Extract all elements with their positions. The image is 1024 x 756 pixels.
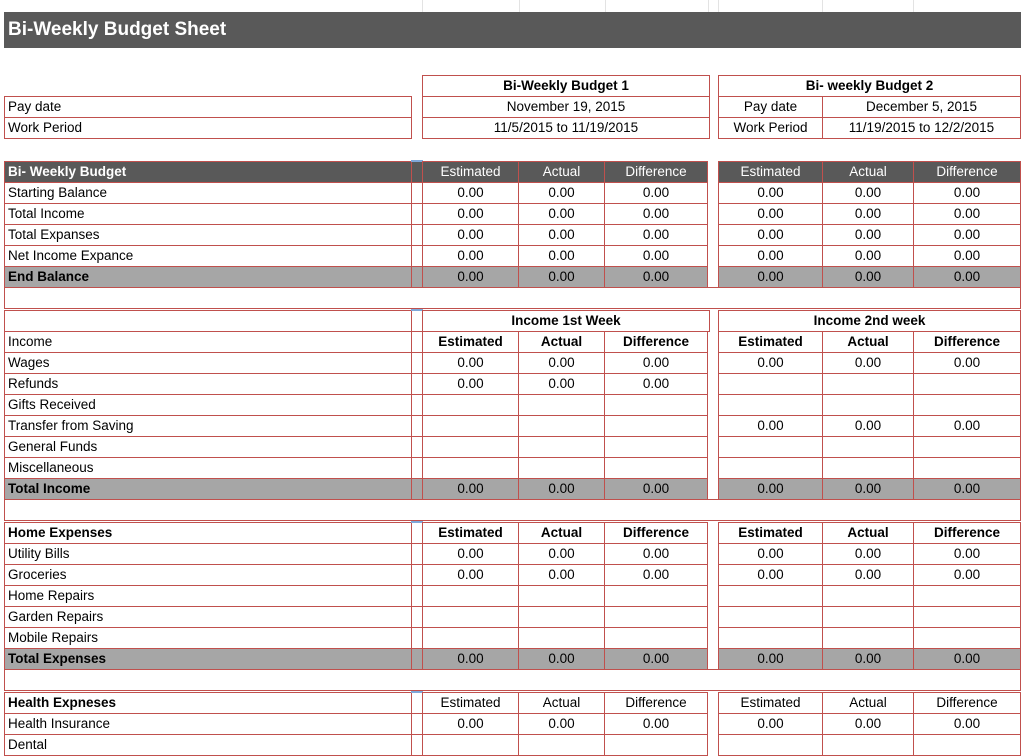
value-cell[interactable]: 0.00 bbox=[422, 713, 519, 735]
total-expenses-label: Total Expenses bbox=[4, 648, 412, 670]
empty-cell[interactable] bbox=[822, 457, 914, 479]
column-header: Estimated bbox=[422, 331, 519, 353]
column-header: Estimated bbox=[422, 161, 519, 183]
budget2-pay-date-label: Pay date bbox=[718, 96, 823, 118]
value-cell[interactable]: 0.00 bbox=[518, 245, 605, 267]
value-cell[interactable]: 0.00 bbox=[822, 245, 914, 267]
value-cell[interactable]: 0.00 bbox=[718, 415, 823, 437]
value-cell[interactable]: 0.00 bbox=[604, 203, 708, 225]
value-cell[interactable]: 0.00 bbox=[822, 224, 914, 246]
column-header: Estimated bbox=[422, 522, 519, 544]
income-row-label: Miscellaneous bbox=[4, 457, 412, 479]
value-cell[interactable]: 0.00 bbox=[518, 224, 605, 246]
value-cell[interactable]: 0.00 bbox=[604, 564, 708, 586]
empty-cell[interactable] bbox=[913, 436, 1021, 458]
empty-cell[interactable] bbox=[518, 436, 605, 458]
empty-cell[interactable] bbox=[518, 585, 605, 607]
value-cell[interactable]: 0.00 bbox=[718, 266, 823, 288]
budget1-pay-date[interactable]: November 19, 2015 bbox=[422, 96, 710, 118]
blank-row bbox=[4, 669, 1021, 691]
value-cell[interactable]: 0.00 bbox=[822, 543, 914, 565]
income-week2-title: Income 2nd week bbox=[718, 310, 1021, 332]
value-cell[interactable]: 0.00 bbox=[913, 478, 1021, 500]
value-cell[interactable]: 0.00 bbox=[604, 352, 708, 374]
empty-cell[interactable] bbox=[518, 734, 605, 756]
home-expense-row-label: Mobile Repairs bbox=[4, 627, 412, 649]
value-cell[interactable]: 0.00 bbox=[518, 352, 605, 374]
value-cell[interactable]: 0.00 bbox=[718, 182, 823, 204]
column-header: Actual bbox=[822, 522, 914, 544]
value-cell[interactable]: 0.00 bbox=[913, 182, 1021, 204]
value-cell[interactable]: 0.00 bbox=[822, 352, 914, 374]
value-cell[interactable]: 0.00 bbox=[518, 373, 605, 395]
home-expense-row-label: Home Repairs bbox=[4, 585, 412, 607]
empty-cell[interactable] bbox=[604, 606, 708, 628]
summary-row-label: Starting Balance bbox=[4, 182, 412, 204]
empty-cell[interactable] bbox=[518, 457, 605, 479]
value-cell[interactable]: 0.00 bbox=[822, 182, 914, 204]
column-header: Difference bbox=[604, 522, 708, 544]
value-cell[interactable]: 0.00 bbox=[718, 478, 823, 500]
total-income-label: Total Income bbox=[4, 478, 412, 500]
column-header: Actual bbox=[518, 331, 605, 353]
column-header: Estimated bbox=[718, 161, 823, 183]
income-row-label: Gifts Received bbox=[4, 394, 412, 416]
value-cell[interactable]: 0.00 bbox=[422, 373, 519, 395]
home-expenses-header: Home Expenses bbox=[4, 522, 412, 544]
column-header: Difference bbox=[913, 692, 1021, 714]
value-cell[interactable]: 0.00 bbox=[604, 648, 708, 670]
empty-cell[interactable] bbox=[422, 415, 519, 437]
pay-date-label: Pay date bbox=[4, 96, 412, 118]
value-cell[interactable]: 0.00 bbox=[822, 648, 914, 670]
value-cell[interactable]: 0.00 bbox=[518, 266, 605, 288]
sheet-title: Bi-Weekly Budget Sheet bbox=[4, 12, 1021, 48]
value-cell[interactable]: 0.00 bbox=[422, 478, 519, 500]
value-cell[interactable]: 0.00 bbox=[718, 224, 823, 246]
blank-row bbox=[4, 499, 1021, 521]
value-cell[interactable]: 0.00 bbox=[913, 245, 1021, 267]
column-header: Actual bbox=[822, 692, 914, 714]
empty-cell[interactable] bbox=[913, 606, 1021, 628]
home-expense-row-label: Garden Repairs bbox=[4, 606, 412, 628]
empty-cell[interactable] bbox=[913, 373, 1021, 395]
empty-cell[interactable] bbox=[718, 606, 823, 628]
value-cell[interactable]: 0.00 bbox=[822, 713, 914, 735]
value-cell[interactable]: 0.00 bbox=[422, 648, 519, 670]
empty-cell[interactable] bbox=[913, 627, 1021, 649]
empty-cell[interactable] bbox=[422, 606, 519, 628]
empty-cell[interactable] bbox=[913, 457, 1021, 479]
value-cell[interactable]: 0.00 bbox=[604, 182, 708, 204]
column-header: Difference bbox=[913, 331, 1021, 353]
empty-cell[interactable] bbox=[422, 627, 519, 649]
column-header: Difference bbox=[913, 161, 1021, 183]
end-balance-label: End Balance bbox=[4, 266, 412, 288]
empty-cell[interactable] bbox=[822, 627, 914, 649]
value-cell[interactable]: 0.00 bbox=[718, 648, 823, 670]
value-cell[interactable]: 0.00 bbox=[718, 564, 823, 586]
empty-cell[interactable] bbox=[604, 457, 708, 479]
value-cell[interactable]: 0.00 bbox=[822, 564, 914, 586]
empty-cell[interactable] bbox=[718, 627, 823, 649]
empty-cell[interactable] bbox=[422, 585, 519, 607]
empty-cell[interactable] bbox=[604, 585, 708, 607]
value-cell[interactable]: 0.00 bbox=[422, 352, 519, 374]
value-cell[interactable]: 0.00 bbox=[718, 203, 823, 225]
column-header: Actual bbox=[518, 692, 605, 714]
summary-header: Bi- Weekly Budget bbox=[4, 161, 412, 183]
empty-cell[interactable] bbox=[718, 394, 823, 416]
empty-cell[interactable] bbox=[422, 394, 519, 416]
summary-row-label: Total Expanses bbox=[4, 224, 412, 246]
home-expense-row-label: Groceries bbox=[4, 564, 412, 586]
empty-cell[interactable] bbox=[822, 734, 914, 756]
value-cell[interactable]: 0.00 bbox=[518, 564, 605, 586]
value-cell[interactable]: 0.00 bbox=[913, 266, 1021, 288]
budget2-title: Bi- weekly Budget 2 bbox=[718, 75, 1021, 97]
empty-cell[interactable] bbox=[604, 734, 708, 756]
value-cell[interactable]: 0.00 bbox=[718, 245, 823, 267]
value-cell[interactable]: 0.00 bbox=[913, 203, 1021, 225]
column-header: Estimated bbox=[718, 522, 823, 544]
value-cell[interactable]: 0.00 bbox=[913, 564, 1021, 586]
value-cell[interactable]: 0.00 bbox=[422, 182, 519, 204]
empty-cell[interactable] bbox=[718, 457, 823, 479]
value-cell[interactable]: 0.00 bbox=[422, 245, 519, 267]
summary-row-label: Total Income bbox=[4, 203, 412, 225]
column-header: Difference bbox=[604, 161, 708, 183]
value-cell[interactable]: 0.00 bbox=[422, 564, 519, 586]
value-cell[interactable]: 0.00 bbox=[604, 245, 708, 267]
income-row-label: Refunds bbox=[4, 373, 412, 395]
home-expense-row-label: Utility Bills bbox=[4, 543, 412, 565]
column-header: Estimated bbox=[422, 692, 519, 714]
empty-cell[interactable] bbox=[422, 734, 519, 756]
column-header: Actual bbox=[518, 161, 605, 183]
value-cell[interactable]: 0.00 bbox=[822, 266, 914, 288]
value-cell[interactable]: 0.00 bbox=[518, 648, 605, 670]
empty-cell[interactable] bbox=[913, 734, 1021, 756]
value-cell[interactable]: 0.00 bbox=[913, 352, 1021, 374]
column-header: Estimated bbox=[718, 692, 823, 714]
value-cell[interactable]: 0.00 bbox=[422, 203, 519, 225]
column-header: Estimated bbox=[718, 331, 823, 353]
value-cell[interactable]: 0.00 bbox=[913, 648, 1021, 670]
value-cell[interactable]: 0.00 bbox=[518, 543, 605, 565]
value-cell[interactable]: 0.00 bbox=[913, 713, 1021, 735]
empty-cell[interactable] bbox=[718, 734, 823, 756]
empty-cell[interactable] bbox=[422, 457, 519, 479]
income-row-label: Transfer from Saving bbox=[4, 415, 412, 437]
value-cell[interactable]: 0.00 bbox=[604, 266, 708, 288]
column-header: Difference bbox=[604, 331, 708, 353]
empty-cell[interactable] bbox=[518, 627, 605, 649]
empty-label-cell bbox=[4, 310, 412, 332]
empty-cell[interactable] bbox=[604, 415, 708, 437]
value-cell[interactable]: 0.00 bbox=[822, 478, 914, 500]
value-cell[interactable]: 0.00 bbox=[822, 415, 914, 437]
empty-cell[interactable] bbox=[518, 415, 605, 437]
empty-cell[interactable] bbox=[518, 394, 605, 416]
value-cell[interactable]: 0.00 bbox=[518, 182, 605, 204]
value-cell[interactable]: 0.00 bbox=[518, 478, 605, 500]
work-period-label: Work Period bbox=[4, 117, 412, 139]
empty-cell[interactable] bbox=[822, 394, 914, 416]
value-cell[interactable]: 0.00 bbox=[422, 543, 519, 565]
column-header: Actual bbox=[822, 331, 914, 353]
empty-cell[interactable] bbox=[422, 436, 519, 458]
column-header: Actual bbox=[518, 522, 605, 544]
health-expense-row-label: Dental bbox=[4, 734, 412, 756]
value-cell[interactable]: 0.00 bbox=[718, 713, 823, 735]
value-cell[interactable]: 0.00 bbox=[913, 224, 1021, 246]
empty-cell[interactable] bbox=[718, 585, 823, 607]
value-cell[interactable]: 0.00 bbox=[913, 415, 1021, 437]
empty-cell[interactable] bbox=[822, 606, 914, 628]
budget2-work-period[interactable]: 11/19/2015 to 12/2/2015 bbox=[822, 117, 1021, 139]
budget2-work-period-label: Work Period bbox=[718, 117, 823, 139]
value-cell[interactable]: 0.00 bbox=[518, 713, 605, 735]
value-cell[interactable]: 0.00 bbox=[604, 543, 708, 565]
empty-cell[interactable] bbox=[913, 394, 1021, 416]
empty-cell[interactable] bbox=[604, 394, 708, 416]
value-cell[interactable]: 0.00 bbox=[604, 478, 708, 500]
value-cell[interactable]: 0.00 bbox=[422, 266, 519, 288]
budget2-pay-date[interactable]: December 5, 2015 bbox=[822, 96, 1021, 118]
income-row-label: General Funds bbox=[4, 436, 412, 458]
empty-cell[interactable] bbox=[718, 373, 823, 395]
empty-cell[interactable] bbox=[913, 585, 1021, 607]
income-week1-title: Income 1st Week bbox=[422, 310, 710, 332]
value-cell[interactable]: 0.00 bbox=[718, 543, 823, 565]
value-cell[interactable]: 0.00 bbox=[822, 203, 914, 225]
value-cell[interactable]: 0.00 bbox=[718, 352, 823, 374]
column-header: Difference bbox=[604, 692, 708, 714]
value-cell[interactable]: 0.00 bbox=[518, 203, 605, 225]
value-cell[interactable]: 0.00 bbox=[604, 713, 708, 735]
summary-row-label: Net Income Expance bbox=[4, 245, 412, 267]
blank-row bbox=[4, 287, 1021, 309]
empty-cell[interactable] bbox=[718, 436, 823, 458]
empty-cell[interactable] bbox=[822, 585, 914, 607]
budget1-title: Bi-Weekly Budget 1 bbox=[422, 75, 710, 97]
empty-cell[interactable] bbox=[822, 436, 914, 458]
value-cell[interactable]: 0.00 bbox=[604, 224, 708, 246]
budget1-work-period[interactable]: 11/5/2015 to 11/19/2015 bbox=[422, 117, 710, 139]
column-header: Actual bbox=[822, 161, 914, 183]
empty-cell[interactable] bbox=[604, 627, 708, 649]
income-header: Income bbox=[4, 331, 412, 353]
empty-cell[interactable] bbox=[604, 436, 708, 458]
value-cell[interactable]: 0.00 bbox=[604, 373, 708, 395]
health-expenses-header: Health Expneses bbox=[4, 692, 412, 714]
health-expense-row-label: Health Insurance bbox=[4, 713, 412, 735]
empty-cell[interactable] bbox=[518, 606, 605, 628]
income-row-label: Wages bbox=[4, 352, 412, 374]
column-header: Difference bbox=[913, 522, 1021, 544]
empty-cell[interactable] bbox=[822, 373, 914, 395]
value-cell[interactable]: 0.00 bbox=[913, 543, 1021, 565]
value-cell[interactable]: 0.00 bbox=[422, 224, 519, 246]
